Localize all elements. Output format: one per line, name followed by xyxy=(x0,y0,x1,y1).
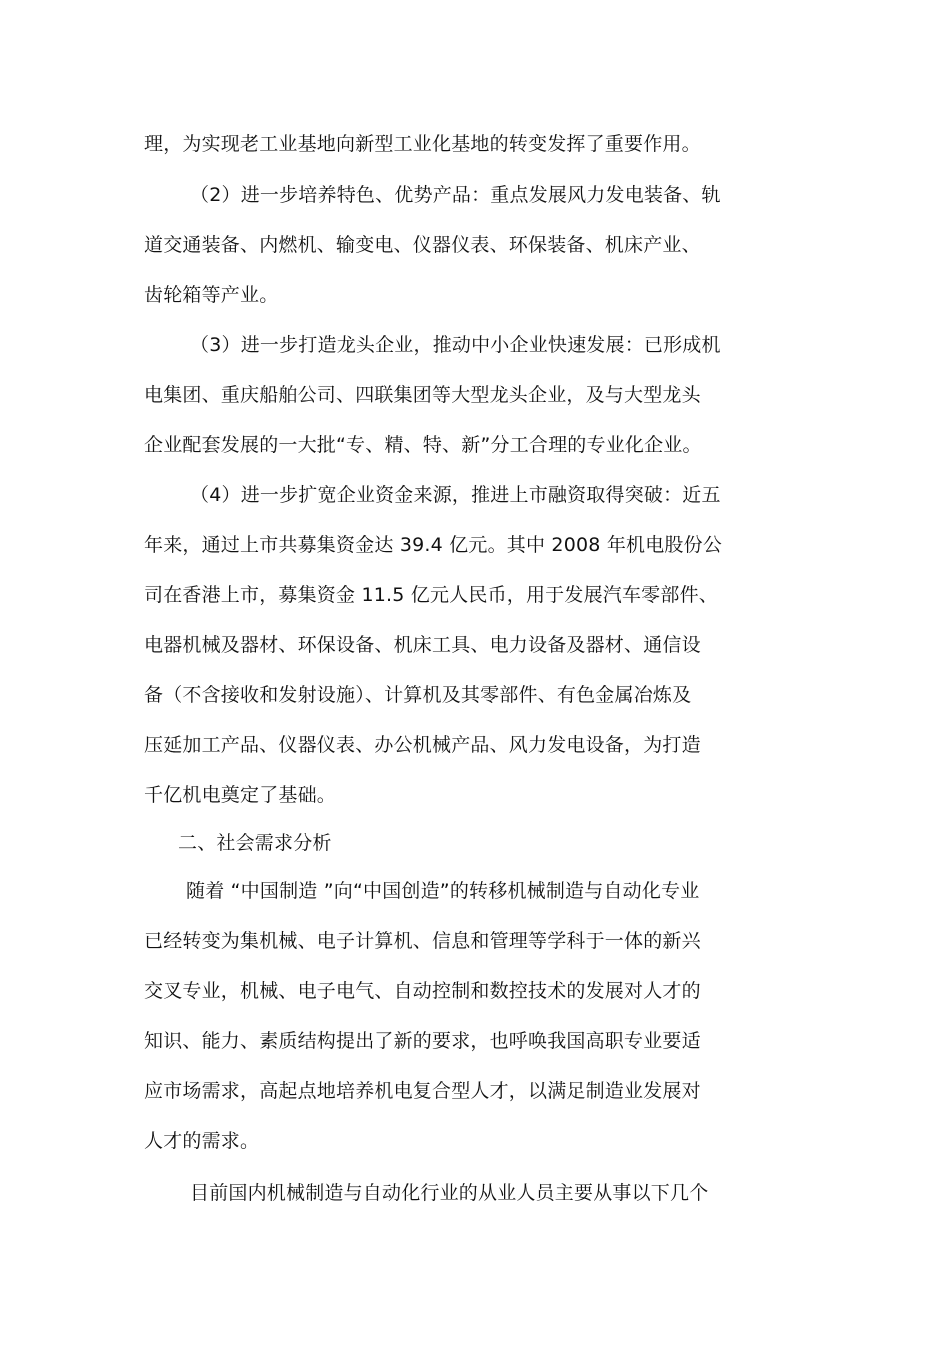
text-line: （4）进一步扩宽企业资金来源，推进上市融资取得突破：近五 xyxy=(190,484,721,506)
text-line: （3）进一步打造龙头企业，推动中小企业快速发展：已形成机 xyxy=(190,334,721,356)
text-line: 知识、能力、素质结构提出了新的要求，也呼唤我国高职专业要适 xyxy=(144,1030,701,1052)
text-line: 已经转变为集机械、电子计算机、信息和管理等学科于一体的新兴 xyxy=(144,930,701,952)
text-line: 应市场需求，高起点地培养机电复合型人才，以满足制造业发展对 xyxy=(144,1080,701,1102)
text-line: 理，为实现老工业基地向新型工业化基地的转变发挥了重要作用。 xyxy=(144,133,701,155)
text-line: 电器机械及器材、环保设备、机床工具、电力设备及器材、通信设 xyxy=(144,634,701,656)
text-line: 人才的需求。 xyxy=(144,1130,260,1152)
section-heading: 二、社会需求分析 xyxy=(178,832,332,854)
text-line: 目前国内机械制造与自动化行业的从业人员主要从事以下几个 xyxy=(190,1182,709,1204)
text-line: 电集团、重庆船舶公司、四联集团等大型龙头企业，及与大型龙头 xyxy=(144,384,701,406)
text-line: 企业配套发展的一大批“专、精、特、新”分工合理的专业化企业。 xyxy=(144,434,702,456)
text-line: （2）进一步培养特色、优势产品：重点发展风力发电装备、轨 xyxy=(190,184,721,206)
text-line: 压延加工产品、仪器仪表、办公机械产品、风力发电设备，为打造 xyxy=(144,734,701,756)
text-line: 千亿机电奠定了基础。 xyxy=(144,784,337,806)
text-line: 道交通装备、内燃机、输变电、仪器仪表、环保装备、机床产业、 xyxy=(144,234,701,256)
text-line: 司在香港上市，募集资金 11.5 亿元人民币，用于发展汽车零部件、 xyxy=(144,584,718,606)
text-line: 随着 “中国制造 ”向“中国创造”的转移机械制造与自动化专业 xyxy=(186,880,700,902)
text-line: 交叉专业，机械、电子电气、自动控制和数控技术的发展对人才的 xyxy=(144,980,701,1002)
text-line: 备（不含接收和发射设施）、计算机及其零部件、有色金属冶炼及 xyxy=(144,684,692,706)
text-line: 齿轮箱等产业。 xyxy=(144,284,279,306)
text-line: 年来，通过上市共募集资金达 39.4 亿元。其中 2008 年机电股份公 xyxy=(144,534,723,556)
